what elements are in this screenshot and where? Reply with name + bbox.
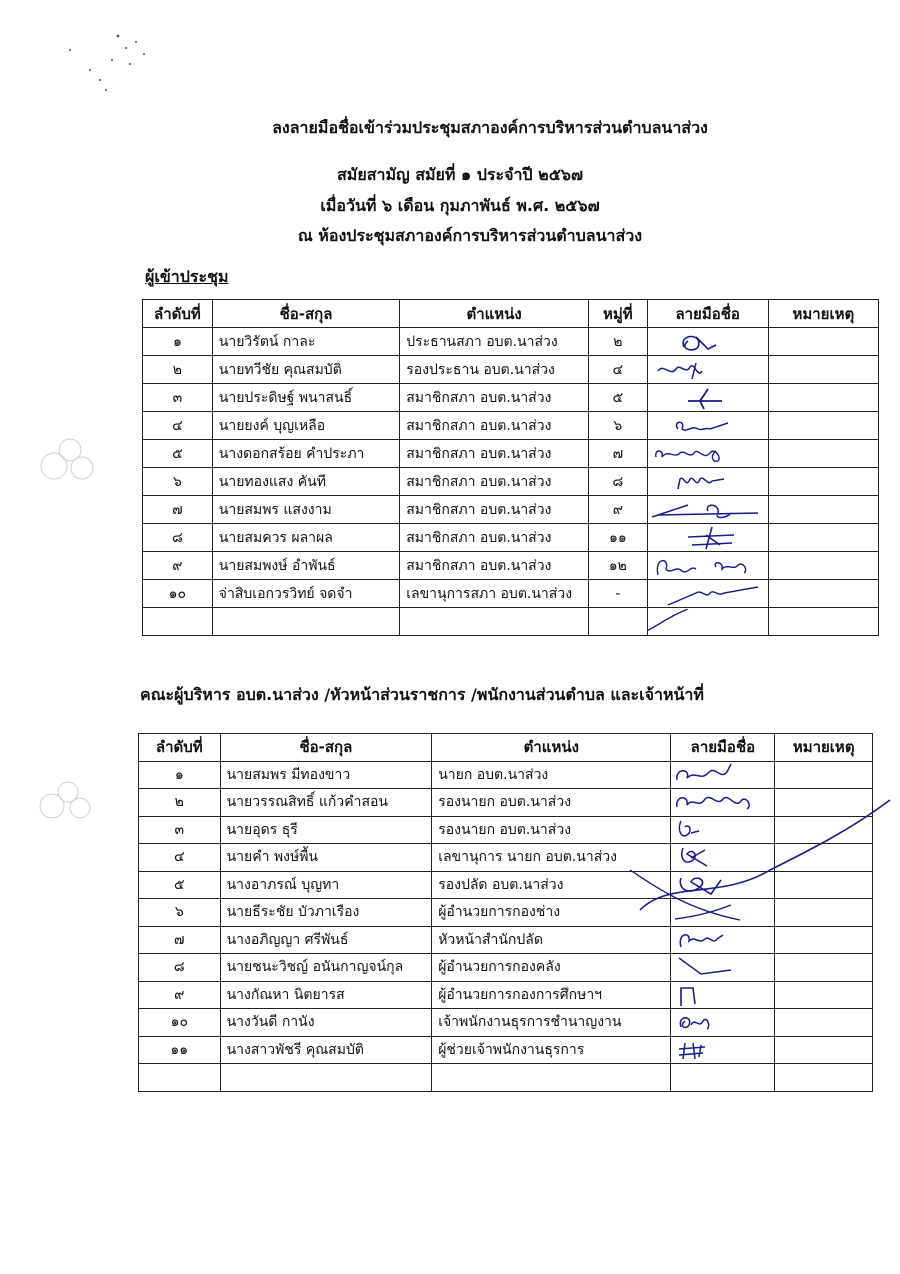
table-row (143, 356, 879, 384)
col-header-name: ชื่อ-สกุล (212, 300, 399, 328)
row-village: - (589, 580, 648, 608)
row-remark (768, 440, 878, 468)
handwritten-signature (648, 441, 768, 467)
row-remark (768, 524, 878, 552)
row-village: ๕ (589, 384, 648, 412)
handwritten-signature (648, 581, 768, 607)
table-row (139, 954, 873, 982)
row-position: สมาชิกสภา อบต.นาส่วง (400, 412, 589, 440)
table-row (143, 384, 879, 412)
row-remark (768, 412, 878, 440)
row-number: ๕ (143, 440, 213, 468)
row-number: ๑ (143, 328, 213, 356)
handwritten-signature (648, 497, 768, 523)
row-number: ๑ (139, 761, 221, 789)
row-number: ๗ (143, 496, 213, 524)
col-header-signature: ลายมือชื่อ (671, 734, 775, 762)
handwritten-signature (648, 469, 768, 495)
row-position: หัวหน้าสำนักปลัด (432, 926, 671, 954)
attendees-heading: ผู้เข้าประชุม (145, 267, 229, 286)
row-position: สมาชิกสภา อบต.นาส่วง (400, 552, 589, 580)
row-name: นางอภิญญา ศรีพันธ์ (220, 926, 432, 954)
row-number: ๗ (139, 926, 221, 954)
row-number (143, 608, 213, 636)
row-name: นายธีระชัย บัวภาเรือง (220, 899, 432, 927)
row-name: นางกัณหา นิตยารส (220, 981, 432, 1009)
row-name: นายอุดร ธุรี (220, 816, 432, 844)
document-title: ลงลายมือชื่อเข้าร่วมประชุมสภาองค์การบริหารส่วนตำบลนาส่วง (272, 118, 708, 137)
row-number: ๘ (143, 524, 213, 552)
table-row (139, 761, 873, 789)
row-name: จ่าสิบเอกวรวิทย์ จดจำ (212, 580, 399, 608)
table-row (143, 468, 879, 496)
row-position: สมาชิกสภา อบต.นาส่วง (400, 468, 589, 496)
row-position (432, 1064, 671, 1092)
row-name: นายวิรัตน์ กาละ (212, 328, 399, 356)
handwritten-signature (648, 413, 768, 439)
row-name: นายวรรณสิทธิ์ แก้วคำสอน (220, 789, 432, 817)
row-remark (768, 328, 878, 356)
row-position: ประธานสภา อบต.นาส่วง (400, 328, 589, 356)
row-position: เจ้าพนักงานธุรการชำนาญงาน (432, 1009, 671, 1037)
date-line: เมื่อวันที่ ๖ เดือน กุมภาพันธ์ พ.ศ. ๒๕๖๗ (320, 196, 600, 215)
table-header-row (139, 734, 873, 762)
row-remark (768, 552, 878, 580)
row-number: ๖ (143, 468, 213, 496)
signature-cell (647, 468, 768, 496)
row-remark (768, 608, 878, 636)
signature-cell (647, 524, 768, 552)
row-number: ๑๑ (139, 1036, 221, 1064)
signature-cell (647, 412, 768, 440)
row-name: นายทวีชัย คุณสมบัติ (212, 356, 399, 384)
row-name: นางดอกสร้อย คำประภา (212, 440, 399, 468)
row-number: ๑๐ (139, 1009, 221, 1037)
handwritten-signature (648, 329, 768, 355)
venue-line: ณ ห้องประชุมสภาองค์การบริหารส่วนตำบลนาส่วง (297, 226, 643, 245)
col-header-position: ตำแหน่ง (400, 300, 589, 328)
row-name (212, 608, 399, 636)
table-row (139, 1064, 873, 1092)
row-number: ๑๐ (143, 580, 213, 608)
handwritten-signature (648, 553, 768, 579)
handwritten-signature (648, 385, 768, 411)
handwritten-signature (671, 762, 774, 788)
row-position: ผู้อำนวยการกองช่าง (432, 899, 671, 927)
row-remark (775, 1036, 873, 1064)
row-village: ๔ (589, 356, 648, 384)
row-number: ๘ (139, 954, 221, 982)
table-row (143, 440, 879, 468)
row-name: นายทองแสง คันที (212, 468, 399, 496)
signature-cell (647, 384, 768, 412)
row-number: ๙ (139, 981, 221, 1009)
attendees-table (142, 299, 879, 636)
row-name: นายประดิษฐ์ พนาสนธิ์ (212, 384, 399, 412)
row-remark (768, 580, 878, 608)
row-position: นายก อบต.นาส่วง (432, 761, 671, 789)
col-header-no: ลำดับที่ (143, 300, 213, 328)
row-number: ๓ (139, 816, 221, 844)
table-row (143, 580, 879, 608)
row-name: นางวันดี กานัง (220, 1009, 432, 1037)
signature-stroke (600, 790, 900, 950)
table-row (139, 981, 873, 1009)
row-number: ๔ (139, 844, 221, 872)
row-position: รองนายก อบต.นาส่วง (432, 816, 671, 844)
row-number: ๓ (143, 384, 213, 412)
row-number (139, 1064, 221, 1092)
signature-cell (647, 552, 768, 580)
scan-speckles (60, 20, 180, 100)
signature-cell (647, 440, 768, 468)
row-village: ๗ (589, 440, 648, 468)
row-position: สมาชิกสภา อบต.นาส่วง (400, 384, 589, 412)
row-position: รองปลัด อบต.นาส่วง (432, 871, 671, 899)
row-village: ๑๒ (589, 552, 648, 580)
signature-cell (671, 1009, 775, 1037)
signature-cell (647, 328, 768, 356)
col-header-position: ตำแหน่ง (432, 734, 671, 762)
row-name: นายสมควร ผลาผล (212, 524, 399, 552)
col-header-remark: หมายเหตุ (775, 734, 873, 762)
handwritten-signature (648, 609, 768, 635)
row-village: ๒ (589, 328, 648, 356)
signature-cell (647, 496, 768, 524)
row-position: ผู้อำนวยการกองการศึกษาฯ (432, 981, 671, 1009)
handwritten-signature (671, 954, 774, 980)
row-name: นางสาวพัชรี คุณสมบัติ (220, 1036, 432, 1064)
session-line: สมัยสามัญ สมัยที่ ๑ ประจำปี ๒๕๖๗ (337, 165, 583, 184)
col-header-name: ชื่อ-สกุล (220, 734, 432, 762)
handwritten-signature (648, 357, 768, 383)
row-number: ๒ (139, 789, 221, 817)
row-name: นายสมพร แสงงาม (212, 496, 399, 524)
row-position (400, 608, 589, 636)
executives-heading: คณะผู้บริหาร อบต.นาส่วง /หัวหน้าส่วนราชการ /พนักงานส่วนตำบล และเจ้าหน้าที่ (140, 685, 704, 704)
signature-cell (647, 356, 768, 384)
row-remark (768, 496, 878, 524)
row-number: ๖ (139, 899, 221, 927)
signature-cell (671, 1036, 775, 1064)
row-name: นายสมพร มีทองขาว (220, 761, 432, 789)
handwritten-signature (648, 525, 768, 551)
row-remark (775, 954, 873, 982)
row-village: ๑๑ (589, 524, 648, 552)
row-position: สมาชิกสภา อบต.นาส่วง (400, 524, 589, 552)
row-position: เลขานุการสภา อบต.นาส่วง (400, 580, 589, 608)
row-position: ผู้ช่วยเจ้าพนักงานธุรการ (432, 1036, 671, 1064)
row-village: ๙ (589, 496, 648, 524)
row-position: สมาชิกสภา อบต.นาส่วง (400, 440, 589, 468)
row-remark (775, 1009, 873, 1037)
table-row (143, 552, 879, 580)
handwritten-signature (671, 982, 774, 1008)
handwritten-signature (671, 1009, 774, 1035)
row-village: ๘ (589, 468, 648, 496)
signature-cell (647, 608, 768, 636)
row-remark (775, 981, 873, 1009)
row-number: ๔ (143, 412, 213, 440)
signature-cell (671, 761, 775, 789)
table-row (139, 1009, 873, 1037)
signature-cell (671, 981, 775, 1009)
punch-hole-mark (34, 780, 94, 826)
table-header-row (143, 300, 879, 328)
signature-cell (671, 954, 775, 982)
row-remark (768, 384, 878, 412)
punch-hole-mark (34, 436, 96, 486)
signature-cell (671, 1064, 775, 1092)
row-name: นายสมพงษ์ อำพันธ์ (212, 552, 399, 580)
col-header-no: ลำดับที่ (139, 734, 221, 762)
row-name: นายคำ พงษ์พื้น (220, 844, 432, 872)
row-remark (768, 468, 878, 496)
row-name (220, 1064, 432, 1092)
row-village: ๖ (589, 412, 648, 440)
table-row (143, 328, 879, 356)
row-position: สมาชิกสภา อบต.นาส่วง (400, 496, 589, 524)
table-row (139, 1036, 873, 1064)
row-remark (775, 1064, 873, 1092)
row-village (589, 608, 648, 636)
row-remark (768, 356, 878, 384)
row-number: ๙ (143, 552, 213, 580)
row-position: เลขานุการ นายก อบต.นาส่วง (432, 844, 671, 872)
table-row (143, 412, 879, 440)
row-name: นางอาภรณ์ บุญทา (220, 871, 432, 899)
table-row (143, 496, 879, 524)
row-position: รองนายก อบต.นาส่วง (432, 789, 671, 817)
row-position: รองประธาน อบต.นาส่วง (400, 356, 589, 384)
row-name: นายยงค์ บุญเหลือ (212, 412, 399, 440)
table-row (143, 608, 879, 636)
table-row (143, 524, 879, 552)
row-position: ผู้อำนวยการกองคลัง (432, 954, 671, 982)
row-number: ๒ (143, 356, 213, 384)
handwritten-signature (671, 1037, 774, 1063)
col-header-village: หมู่ที่ (589, 300, 648, 328)
row-number: ๕ (139, 871, 221, 899)
row-name: นายชนะวิชญ์ อนันกาญจน์กุล (220, 954, 432, 982)
signature-cell (647, 580, 768, 608)
col-header-remark: หมายเหตุ (768, 300, 878, 328)
col-header-signature: ลายมือชื่อ (647, 300, 768, 328)
row-remark (775, 761, 873, 789)
